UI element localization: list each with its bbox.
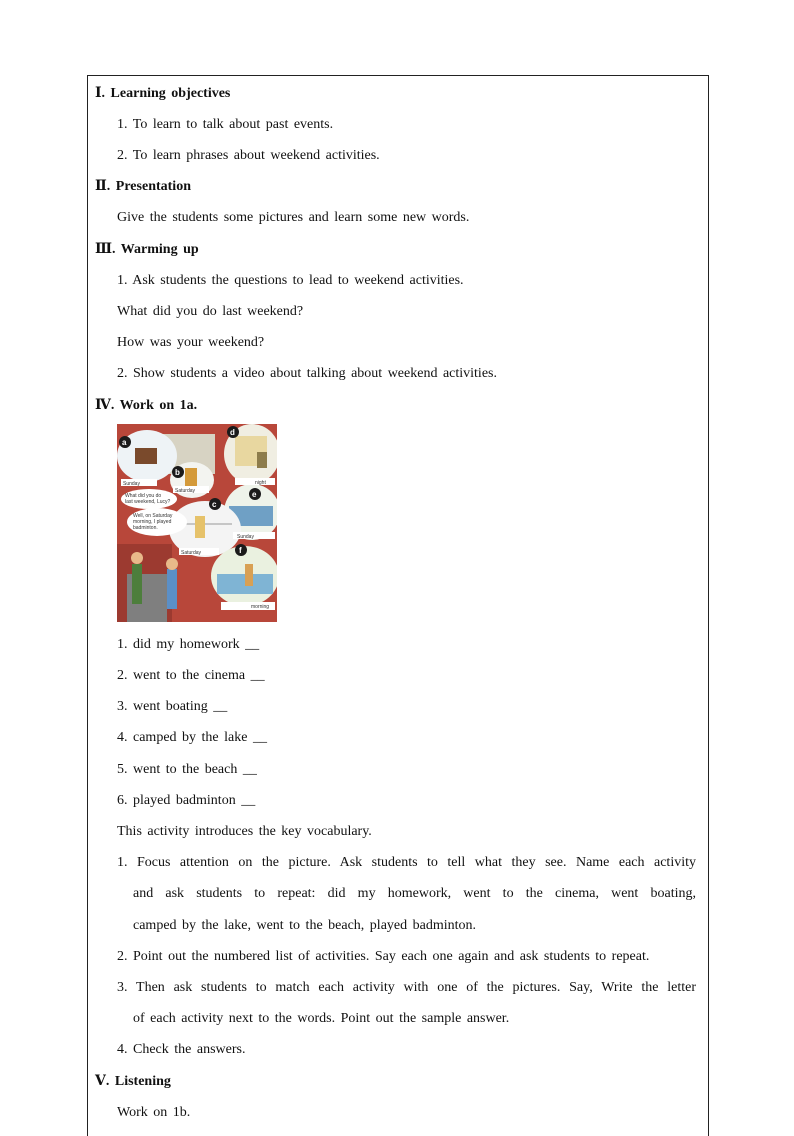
picture-letter-f: f bbox=[239, 546, 242, 555]
section-heading-warming-up: Ⅲ. Warming up bbox=[95, 242, 199, 257]
activity-note: This activity introduces the key vocabulary. bbox=[117, 824, 372, 839]
objective-line-2: 2. To learn phrases about weekend activities. bbox=[117, 148, 380, 163]
activity-item-5: 5. went to the beach __ bbox=[117, 762, 257, 777]
picture-label-sunday-1: Sunday bbox=[123, 481, 140, 487]
picture-label-saturday-1: Saturday bbox=[175, 488, 196, 494]
step-4: 4. Check the answers. bbox=[117, 1042, 246, 1057]
speech-answer-line-2: morning, I played bbox=[133, 519, 172, 525]
speech-question-line-1: What did you do bbox=[125, 493, 162, 499]
picture-letter-a: a bbox=[122, 438, 127, 447]
picture-letter-d: d bbox=[230, 428, 235, 437]
step-1-line-1: 1. Focus attention on the picture. Ask students to tell what they see. Name each activity bbox=[117, 855, 696, 870]
step-1-line-2: and ask students to repeat: did my homework, went to the cinema, went boating, bbox=[133, 886, 696, 901]
picture-label-night: night bbox=[255, 480, 266, 486]
warming-line-4: 2. Show students a video about talking about weekend activities. bbox=[117, 366, 497, 381]
step-3-line-1: 3. Then ask students to match each activity with one of the pictures. Say, Write the letter bbox=[117, 980, 696, 995]
section-heading-objectives: Ⅰ. Learning objectives bbox=[95, 86, 231, 101]
picture-label-saturday-2: Saturday bbox=[181, 550, 202, 556]
picture-letter-e: e bbox=[252, 490, 257, 499]
activity-item-4: 4. camped by the lake __ bbox=[117, 730, 267, 745]
presentation-line: Give the students some pictures and learn some new words. bbox=[117, 210, 470, 225]
picture-label-morning: morning bbox=[251, 604, 270, 610]
picture-label-sunday-2: Sunday bbox=[237, 534, 254, 540]
speech-answer-line-3: badminton. bbox=[133, 525, 158, 531]
section-heading-listening: Ⅴ. Listening bbox=[95, 1074, 171, 1089]
picture-letter-c: c bbox=[212, 500, 217, 509]
step-2: 2. Point out the numbered list of activities. Say each one again and ask students to repeat. bbox=[117, 949, 650, 964]
picture-letter-b: b bbox=[175, 468, 180, 477]
warming-line-1: 1. Ask students the questions to lead to weekend activities. bbox=[117, 273, 464, 288]
warming-line-3: How was your weekend? bbox=[117, 335, 265, 350]
step-3-line-2: of each activity next to the words. Point out the sample answer. bbox=[133, 1011, 510, 1026]
listening-line: Work on 1b. bbox=[117, 1105, 191, 1120]
activity-item-3: 3. went boating __ bbox=[117, 699, 228, 714]
speech-question-line-2: last weekend, Lucy? bbox=[125, 499, 171, 505]
activity-item-2: 2. went to the cinema __ bbox=[117, 668, 265, 683]
activity-item-1: 1. did my homework __ bbox=[117, 637, 260, 652]
step-1-line-3: camped by the lake, went to the beach, played badminton. bbox=[133, 918, 477, 933]
objective-line-1: 1. To learn to talk about past events. bbox=[117, 117, 334, 132]
section-heading-presentation: Ⅱ. Presentation bbox=[95, 179, 191, 194]
warming-line-2: What did you do last weekend? bbox=[117, 304, 304, 319]
activity-item-6: 6. played badminton __ bbox=[117, 793, 256, 808]
section-heading-work-1a: Ⅳ. Work on 1a. bbox=[95, 398, 198, 413]
speech-answer-line-1: Well, on Saturday bbox=[133, 513, 173, 519]
textbook-illustration bbox=[117, 424, 277, 622]
